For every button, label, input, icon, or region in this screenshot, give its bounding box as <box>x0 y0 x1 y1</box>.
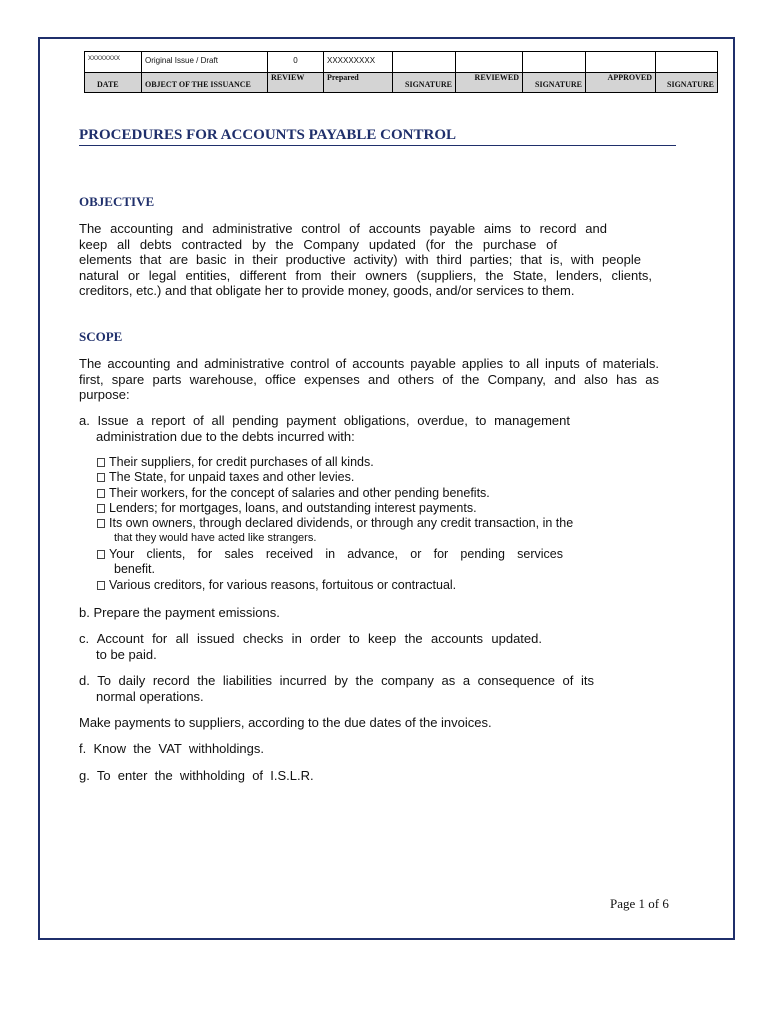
issuance-object-value: Original Issue / Draft <box>142 52 268 73</box>
reviewed-header: REVIEWED <box>456 73 523 93</box>
bullet-text: Various creditors, for various reasons, fortuitous or contractual. <box>109 578 457 592</box>
bullet-item <box>97 578 456 593</box>
checkbox-glyph-icon <box>97 504 105 513</box>
objective-line: natural or legal entities, different from their owners (suppliers, the State, lenders, clients, <box>79 267 652 283</box>
scope-item-f: f. Know the VAT withholdings. <box>79 741 264 756</box>
scope-item-a <box>79 413 579 444</box>
prepared-header: Prepared <box>324 73 393 93</box>
scope-item-e: Make payments to suppliers, according to the due dates of the invoices. <box>79 715 492 730</box>
objective-heading: OBJECTIVE <box>79 194 155 209</box>
scope-item-d <box>79 673 594 704</box>
item-c-line: to be paid. <box>96 646 157 662</box>
reviewed-cell <box>456 52 523 73</box>
signature-cell-1 <box>393 52 456 73</box>
item-a-line: a. Issue a report of all pending payment obligations, overdue, to management <box>79 413 570 428</box>
signature-cell-3 <box>656 52 718 73</box>
signature-cell-2 <box>523 52 586 73</box>
bullet-item <box>97 501 477 516</box>
checkbox-glyph-icon <box>97 581 105 590</box>
objective-paragraph <box>79 221 653 299</box>
bullet-item <box>97 486 490 501</box>
document-title: PROCEDURES FOR ACCOUNTS PAYABLE CONTROL <box>79 127 676 146</box>
checkbox-glyph-icon <box>97 473 105 482</box>
bullet-text: Its own owners, through declared dividends, or through any credit transaction, in the <box>109 516 574 530</box>
scope-intro-line: The accounting and administrative control of accounts payable applies to all inputs of materials. <box>79 356 659 371</box>
bullet-item <box>97 547 563 577</box>
bullet-text: Their suppliers, for credit purchases of all kinds. <box>109 455 374 469</box>
item-d-line: d. To daily record the liabilities incurred by the company as a consequence of its <box>79 673 594 688</box>
item-d-line: normal operations. <box>96 688 204 704</box>
checkbox-glyph-icon <box>97 519 105 528</box>
item-c-line: c. Account for all issued checks in order to keep the accounts updated. <box>79 631 542 646</box>
prepared-value: XXXXXXXXX <box>324 52 393 73</box>
objective-line: The accounting and administrative control of accounts payable aims to record and <box>79 221 607 236</box>
scope-item-c <box>79 631 542 662</box>
bullet-text: Your clients, for sales received in advance, or for pending services <box>109 547 563 561</box>
objective-line: keep all debts contracted by the Company updated (for the purchase of <box>79 236 557 252</box>
checkbox-glyph-icon <box>97 550 105 559</box>
scope-intro-line: purpose: <box>79 387 130 402</box>
signature-header-3: SIGNATURE <box>656 73 718 93</box>
review-value: 0 <box>268 52 324 73</box>
signature-header-1: SIGNATURE <box>393 73 456 93</box>
bullet-text: Their workers, for the concept of salaries and other pending benefits. <box>109 486 490 500</box>
scope-heading: SCOPE <box>79 329 123 344</box>
date-header: DATE <box>85 73 142 93</box>
scope-intro <box>79 356 659 403</box>
approved-cell <box>586 52 656 73</box>
scope-item-g: g. To enter the withholding of I.S.L.R. <box>79 768 314 783</box>
checkbox-glyph-icon <box>97 489 105 498</box>
bullet-text: The State, for unpaid taxes and other levies. <box>109 470 355 484</box>
bullet-item <box>97 516 573 545</box>
item-a-line: administration due to the debts incurred with: <box>96 428 355 444</box>
objective-line: elements that are basic in their productive activity) with third parties; that is, with people <box>79 252 641 267</box>
objective-line: creditors, etc.) and that obligate her to provide money, goods, and/or services to them. <box>79 283 575 298</box>
checkbox-glyph-icon <box>97 458 105 467</box>
scope-item-b: b. Prepare the payment emissions. <box>79 605 280 620</box>
bullet-item <box>97 470 354 485</box>
revision-table <box>84 51 718 93</box>
page-number: Page 1 of 6 <box>610 896 669 911</box>
signature-header-2: SIGNATURE <box>523 73 586 93</box>
bullet-text: Lenders; for mortgages, loans, and outstanding interest payments. <box>109 501 477 515</box>
review-header: REVIEW <box>268 73 324 93</box>
approved-header: APPROVED <box>586 73 656 93</box>
issuance-object-header: OBJECT OF THE ISSUANCE <box>142 73 268 93</box>
scope-intro-line: first, spare parts warehouse, office expenses and others of the Company, and also has as <box>79 371 659 387</box>
bullet-continuation: benefit. <box>114 562 156 576</box>
bullet-continuation: that they would have acted like strangers. <box>114 532 317 544</box>
bullet-item <box>97 455 374 470</box>
date-value: XXXXXXXX <box>85 52 142 73</box>
